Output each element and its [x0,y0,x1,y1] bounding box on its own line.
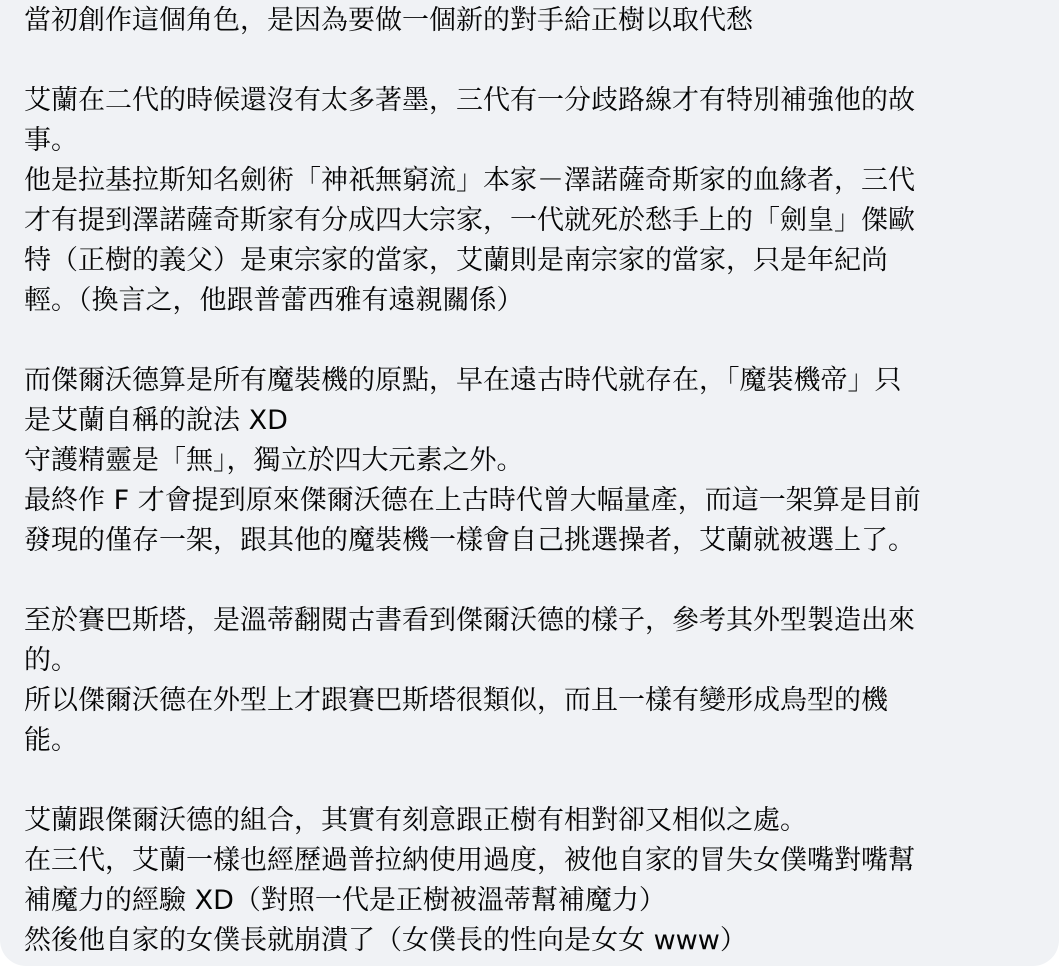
message-text [24,1,1036,961]
paragraph-gap [24,321,1036,361]
message-line: 守護精靈是「無」，獨立於四大元素之外。 [24,445,524,476]
paragraph-gap [24,41,1036,81]
message-line: 的。 [24,645,78,676]
message-line: 當初創作這個角色，是因為要做一個新的對手給正樹以取代愁 [24,5,753,36]
message-line: 能。 [24,725,78,756]
message-line: 補魔力的經驗 XD（對照一代是正樹被溫蒂幫補魔力） [24,885,666,916]
message-line: 是艾蘭自稱的說法 XD [24,405,288,436]
message-line: 才有提到澤諾薩奇斯家有分成四大宗家，一代就死於愁手上的「劍皇」傑歐 [24,205,915,236]
message-line: 他是拉基拉斯知名劍術「神祇無窮流」本家－澤諾薩奇斯家的血緣者，三代 [24,165,915,196]
message-line: 輕。（換言之，他跟普蕾西雅有遠親關係） [24,285,524,316]
message-line: 事。 [24,125,78,156]
message-line: 艾蘭跟傑爾沃德的組合，其實有刻意跟正樹有相對卻又相似之處。 [24,805,807,836]
message-line: 最終作 F 才會提到原來傑爾沃德在上古時代曾大幅量產，而這一架算是目前 [24,485,921,516]
message-line: 艾蘭在二代的時候還沒有太多著墨，三代有一分歧路線才有特別補強他的故 [24,85,915,116]
message-line: 而傑爾沃德算是所有魔裝機的原點，早在遠古時代就存在，「魔裝機帝」只 [24,365,902,396]
paragraph-gap [24,761,1036,801]
message-line: 特（正樹的義父）是東宗家的當家，艾蘭則是南宗家的當家，只是年紀尚 [24,245,888,276]
paragraph-gap [24,561,1036,601]
message-line: 至於賽巴斯塔，是溫蒂翻閱古書看到傑爾沃德的樣子，參考其外型製造出來 [24,605,915,636]
message-line: 發現的僅存一架，跟其他的魔裝機一樣會自己挑選操者，艾蘭就被選上了。 [24,525,915,556]
message-line: 在三代，艾蘭一樣也經歷過普拉納使用過度，被他自家的冒失女僕嘴對嘴幫 [24,845,915,876]
message-line: 然後他自家的女僕長就崩潰了（女僕長的性向是女女 www） [24,925,747,956]
message-line: 所以傑爾沃德在外型上才跟賽巴斯塔很類似，而且一樣有變形成鳥型的機 [24,685,888,716]
